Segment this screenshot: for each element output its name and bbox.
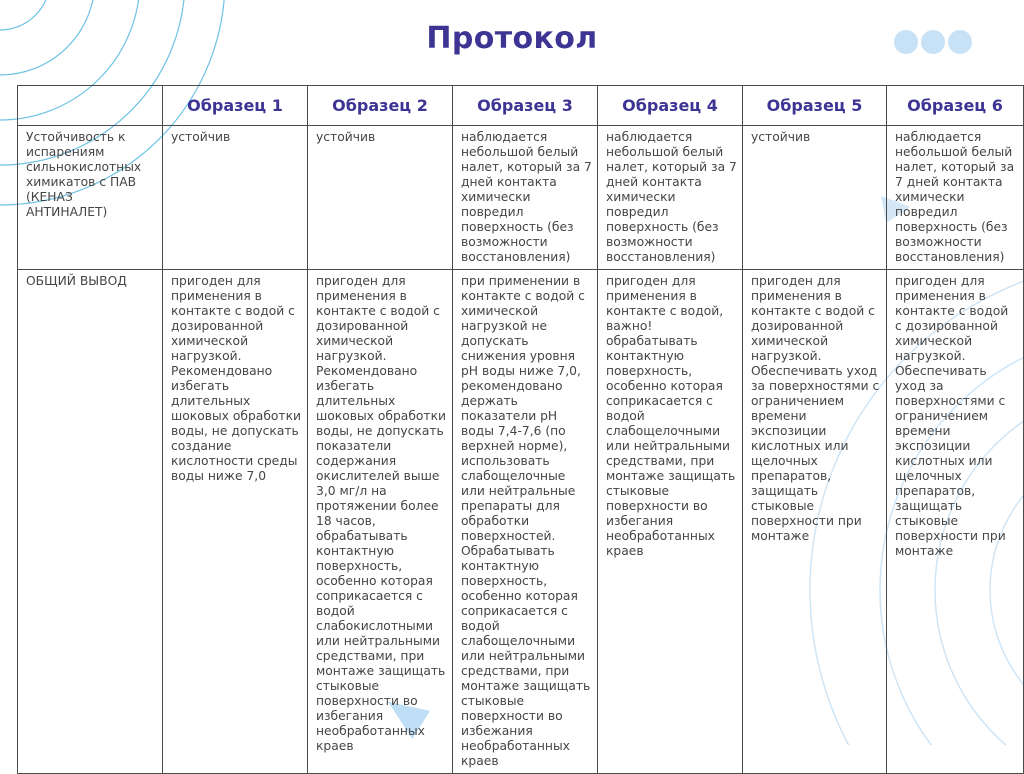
column-header-sample-2: Образец 2 xyxy=(308,86,453,126)
cell-resistance-sample-1: устойчив xyxy=(163,126,308,270)
header-row xyxy=(18,86,1024,126)
row-label-resistance: Устойчивость к испарениям сильнокислотных химикатов с ПАВ (КЕНАЗ АНТИНАЛЕТ) xyxy=(18,126,163,270)
protocol-table xyxy=(17,85,1024,774)
row-label-conclusion: ОБЩИЙ ВЫВОД xyxy=(18,270,163,774)
column-header-sample-1: Образец 1 xyxy=(163,86,308,126)
cell-conclusion-sample-5: пригоден для применения в контакте с водой с дозированной химической нагрузкой. Обеспечивать уход за поверхностями с ограничением времени экспозиции кислотных или щелочных препаратов, защищать стыковые поверхности при монтаже xyxy=(743,270,887,774)
table-row-conclusion xyxy=(18,270,1024,774)
page-title: Протокол xyxy=(426,21,598,56)
column-header-sample-6: Образец 6 xyxy=(887,86,1024,126)
corner-cell xyxy=(18,86,163,126)
cell-conclusion-sample-3: при применении в контакте с водой с химической нагрузкой не допускать снижения уровня pH воды ниже 7,0, рекомендовано держать показатели pH воды 7,4-7,6 (по верхней норме), использовать слабощелочные или нейтральные препараты для обработки поверхностей. Обрабатывать контактную поверхность, особенно которая соприкасается с водой слабощелочными или нейтральными средствами, при монтаже защищать стыковые поверхности во избежания необработанных краев xyxy=(453,270,598,774)
cell-resistance-sample-4: наблюдается небольшой белый налет, который за 7 дней контакта химически повредил поверхность (без возможности восстановления) xyxy=(598,126,743,270)
column-header-sample-3: Образец 3 xyxy=(453,86,598,126)
cell-conclusion-sample-2: пригоден для применения в контакте с водой с дозированной химической нагрузкой. Рекомендовано избегать длительных шоковых обработки воды, не допускать показатели содержания окислителей выше 3,0 мг/л на протяжении более 18 часов, обрабатывать контактную поверхность, особенно которая соприкасается с водой слабокислотными или нейтральными средствами, при монтаже защищать стыковые поверхности во избегания необработанных краев xyxy=(308,270,453,774)
cell-conclusion-sample-4: пригоден для применения в контакте с водой, важно! обрабатывать контактную поверхность, особенно которая соприкасается с водой слабощелочными или нейтральными средствами, при монтаже защищать стыковые поверхности во избегания необработанных краев xyxy=(598,270,743,774)
cell-resistance-sample-3: наблюдается небольшой белый налет, который за 7 дней контакта химически повредил поверхность (без возможности восстановления) xyxy=(453,126,598,270)
cell-conclusion-sample-1: пригоден для применения в контакте с водой с дозированной химической нагрузкой. Рекомендовано избегать длительных шоковых обработки воды, не допускать создание кислотности среды воды ниже 7,0 xyxy=(163,270,308,774)
cell-conclusion-sample-6: пригоден для применения в контакте с водой с дозированной химической нагрузкой. Обеспечивать уход за поверхностями с ограничением времени экспозиции кислотных или щелочных препаратов, защищать стыковые поверхности при монтаже xyxy=(887,270,1024,774)
column-header-sample-4: Образец 4 xyxy=(598,86,743,126)
cell-resistance-sample-5: устойчив xyxy=(743,126,887,270)
column-header-sample-5: Образец 5 xyxy=(743,86,887,126)
table-row-resistance xyxy=(18,126,1024,270)
cell-resistance-sample-6: наблюдается небольшой белый налет, который за 7 дней контакта химически повредил поверхность (без возможности восстановления) xyxy=(887,126,1024,270)
cell-resistance-sample-2: устойчив xyxy=(308,126,453,270)
